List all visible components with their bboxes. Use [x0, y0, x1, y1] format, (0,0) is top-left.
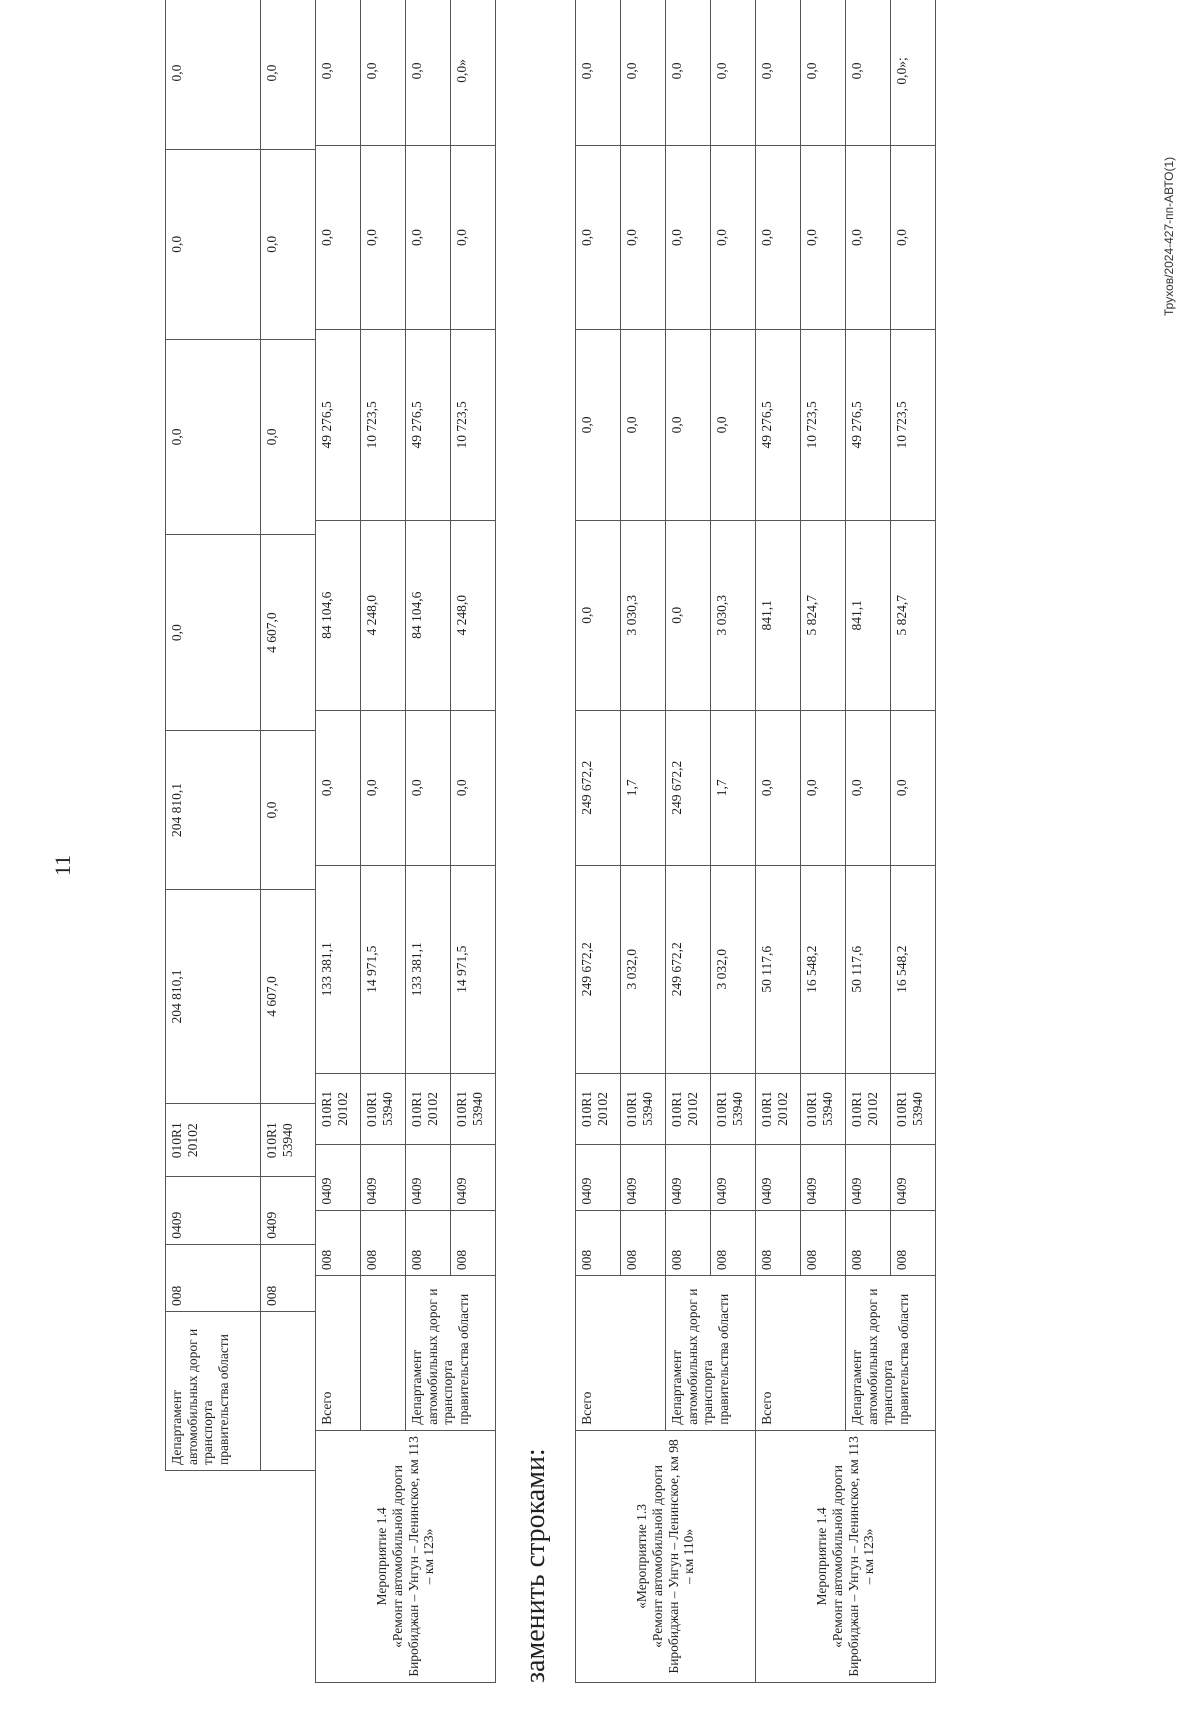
rz-cell: 0409: [666, 1145, 711, 1210]
csr-cell: 010R1 53940: [711, 1073, 756, 1144]
value-cell: 0,0: [576, 0, 621, 145]
value-cell: 0,0: [261, 730, 316, 889]
value-cell: 0,0: [166, 535, 261, 731]
value-cell: 3 030,3: [621, 520, 666, 710]
value-cell: 0,0: [621, 0, 666, 145]
value-cell: 0,0: [361, 710, 406, 865]
value-cell: 1,7: [711, 710, 756, 865]
value-cell: 84 104,6: [316, 520, 361, 710]
value-cell: 4 607,0: [261, 890, 316, 1104]
table-row: [666, 0, 711, 1683]
table-row: [576, 0, 621, 1683]
rz-cell: 0409: [711, 1145, 756, 1210]
value-cell: 0,0: [576, 520, 621, 710]
executor-cell: Департамент автомобильных дорог и транспорта правительства области: [406, 1276, 496, 1431]
rz-cell: 0409: [621, 1145, 666, 1210]
grbs-cell: 008: [666, 1210, 711, 1275]
value-cell: 50 117,6: [756, 865, 801, 1073]
replace-phrase: заменить строками:: [520, 1448, 551, 1683]
table-row: [261, 0, 316, 1471]
rz-cell: 0409: [361, 1145, 406, 1210]
value-cell: 0,0: [261, 0, 316, 149]
grbs-cell: 008: [621, 1210, 666, 1275]
value-cell: 133 381,1: [406, 865, 451, 1073]
bottom-table: [575, 0, 936, 1683]
value-cell: 249 672,2: [576, 865, 621, 1073]
top-table-event: [315, 0, 496, 1683]
value-cell: 4 607,0: [261, 535, 316, 731]
executor-cell: Всего: [576, 1276, 666, 1431]
value-cell: 4 248,0: [451, 520, 496, 710]
value-cell: 249 672,2: [576, 710, 621, 865]
value-cell: 49 276,5: [316, 330, 361, 520]
rz-cell: 0409: [801, 1145, 846, 1210]
grbs-cell: 008: [361, 1210, 406, 1275]
table-row: [406, 0, 451, 1683]
value-cell: 3 032,0: [711, 865, 756, 1073]
page-number: 11: [50, 854, 75, 876]
value-cell: 10 723,5: [891, 330, 936, 520]
rz-cell: 0409: [166, 1177, 261, 1244]
table-row: [316, 0, 361, 1683]
value-cell: 0,0: [406, 710, 451, 865]
value-cell: 14 971,5: [361, 865, 406, 1073]
value-cell: 0,0»: [451, 0, 496, 145]
executor-cell: [261, 1311, 316, 1470]
value-cell: 0,0: [801, 0, 846, 145]
value-cell: 249 672,2: [666, 865, 711, 1073]
value-cell: 0,0: [846, 0, 891, 145]
rz-cell: 0409: [406, 1145, 451, 1210]
csr-cell: 010R1 53940: [451, 1073, 496, 1144]
value-cell: 0,0: [576, 330, 621, 520]
value-cell: 4 248,0: [361, 520, 406, 710]
value-cell: 0,0: [846, 710, 891, 865]
csr-cell: 010R1 20102: [666, 1073, 711, 1144]
table-row: [846, 0, 891, 1683]
value-cell: 133 381,1: [316, 865, 361, 1073]
value-cell: 204 810,1: [166, 890, 261, 1104]
executor-cell: Департамент автомобильных дорог и транспорта правительства области: [166, 1311, 261, 1470]
value-cell: 0,0: [261, 149, 316, 339]
rz-cell: 0409: [576, 1145, 621, 1210]
value-cell: 0,0: [666, 145, 711, 329]
value-cell: 0,0: [361, 0, 406, 145]
grbs-cell: 008: [261, 1244, 316, 1311]
grbs-cell: 008: [711, 1210, 756, 1275]
value-cell: 10 723,5: [801, 330, 846, 520]
grbs-cell: 008: [891, 1210, 936, 1275]
value-cell: 50 117,6: [846, 865, 891, 1073]
value-cell: 0,0: [316, 710, 361, 865]
value-cell: 0,0: [406, 145, 451, 329]
value-cell: 0,0: [621, 145, 666, 329]
value-cell: 0,0»;: [891, 0, 936, 145]
value-cell: 0,0: [621, 330, 666, 520]
grbs-cell: 008: [451, 1210, 496, 1275]
value-cell: 84 104,6: [406, 520, 451, 710]
table-row: [361, 0, 406, 1683]
value-cell: 0,0: [406, 0, 451, 145]
value-cell: 0,0: [711, 0, 756, 145]
value-cell: 10 723,5: [361, 330, 406, 520]
value-cell: 16 548,2: [801, 865, 846, 1073]
value-cell: 0,0: [801, 145, 846, 329]
value-cell: 0,0: [166, 339, 261, 535]
csr-cell: 010R1 53940: [261, 1104, 316, 1177]
csr-cell: 010R1 20102: [316, 1073, 361, 1144]
value-cell: 0,0: [756, 145, 801, 329]
event-title-cell: Мероприятие 1.4 «Ремонт автомобильной дороги Биробиджан – Унгун – Ленинское, км 113 – км 123»: [756, 1430, 936, 1682]
value-cell: 0,0: [451, 145, 496, 329]
grbs-cell: 008: [406, 1210, 451, 1275]
rz-cell: 0409: [756, 1145, 801, 1210]
csr-cell: 010R1 53940: [621, 1073, 666, 1144]
value-cell: 0,0: [846, 145, 891, 329]
executor-cell: [361, 1276, 406, 1431]
value-cell: 3 030,3: [711, 520, 756, 710]
csr-cell: 010R1 53940: [801, 1073, 846, 1144]
csr-cell: 010R1 20102: [846, 1073, 891, 1144]
value-cell: 841,1: [756, 520, 801, 710]
table-row: [166, 0, 261, 1471]
value-cell: 0,0: [666, 330, 711, 520]
csr-cell: 010R1 20102: [576, 1073, 621, 1144]
value-cell: 1,7: [621, 710, 666, 865]
value-cell: 0,0: [261, 339, 316, 535]
grbs-cell: 008: [316, 1210, 361, 1275]
value-cell: 16 548,2: [891, 865, 936, 1073]
value-cell: 49 276,5: [846, 330, 891, 520]
value-cell: 0,0: [666, 520, 711, 710]
rz-cell: 0409: [846, 1145, 891, 1210]
rz-cell: 0409: [451, 1145, 496, 1210]
rz-cell: 0409: [891, 1145, 936, 1210]
value-cell: 10 723,5: [451, 330, 496, 520]
csr-cell: 010R1 53940: [361, 1073, 406, 1144]
event-title-cell: «Мероприятие 1.3 «Ремонт автомобильной дороги Биробиджан – Унгун – Ленинское, км 98 – км 110»: [576, 1430, 756, 1682]
value-cell: 0,0: [801, 710, 846, 865]
value-cell: 841,1: [846, 520, 891, 710]
csr-cell: 010R1 53940: [891, 1073, 936, 1144]
value-cell: 0,0: [891, 145, 936, 329]
value-cell: 49 276,5: [756, 330, 801, 520]
grbs-cell: 008: [166, 1244, 261, 1311]
executor-cell: Всего: [756, 1276, 846, 1431]
value-cell: 3 032,0: [621, 865, 666, 1073]
grbs-cell: 008: [801, 1210, 846, 1275]
value-cell: 0,0: [361, 145, 406, 329]
rz-cell: 0409: [261, 1177, 316, 1244]
value-cell: 0,0: [756, 710, 801, 865]
value-cell: 0,0: [576, 145, 621, 329]
value-cell: 204 810,1: [166, 730, 261, 889]
csr-cell: 010R1 20102: [406, 1073, 451, 1144]
value-cell: 249 672,2: [666, 710, 711, 865]
grbs-cell: 008: [576, 1210, 621, 1275]
grbs-cell: 008: [846, 1210, 891, 1275]
value-cell: 0,0: [166, 0, 261, 149]
value-cell: 49 276,5: [406, 330, 451, 520]
value-cell: 5 824,7: [801, 520, 846, 710]
value-cell: 0,0: [166, 149, 261, 339]
grbs-cell: 008: [756, 1210, 801, 1275]
value-cell: 14 971,5: [451, 865, 496, 1073]
top-table: [165, 0, 316, 1471]
executor-cell: Всего: [316, 1276, 361, 1431]
rz-cell: 0409: [316, 1145, 361, 1210]
value-cell: 0,0: [711, 145, 756, 329]
executor-cell: Департамент автомобильных дорог и транспорта правительства области: [666, 1276, 756, 1431]
value-cell: 0,0: [756, 0, 801, 145]
table-row: [756, 0, 801, 1683]
csr-cell: 010R1 20102: [756, 1073, 801, 1144]
document-code: Трухов/2024-427-пп-АВТО(1): [1162, 156, 1176, 316]
csr-cell: 010R1 20102: [166, 1104, 261, 1177]
value-cell: 0,0: [891, 710, 936, 865]
value-cell: 0,0: [316, 145, 361, 329]
event-title-cell: Мероприятие 1.4 «Ремонт автомобильной дороги Биробиджан – Унгун – Ленинское, км 113 – км 123»: [316, 1430, 496, 1682]
value-cell: 0,0: [316, 0, 361, 145]
value-cell: 0,0: [711, 330, 756, 520]
value-cell: 0,0: [451, 710, 496, 865]
value-cell: 5 824,7: [891, 520, 936, 710]
executor-cell: Департамент автомобильных дорог и транспорта правительства области: [846, 1276, 936, 1431]
value-cell: 0,0: [666, 0, 711, 145]
